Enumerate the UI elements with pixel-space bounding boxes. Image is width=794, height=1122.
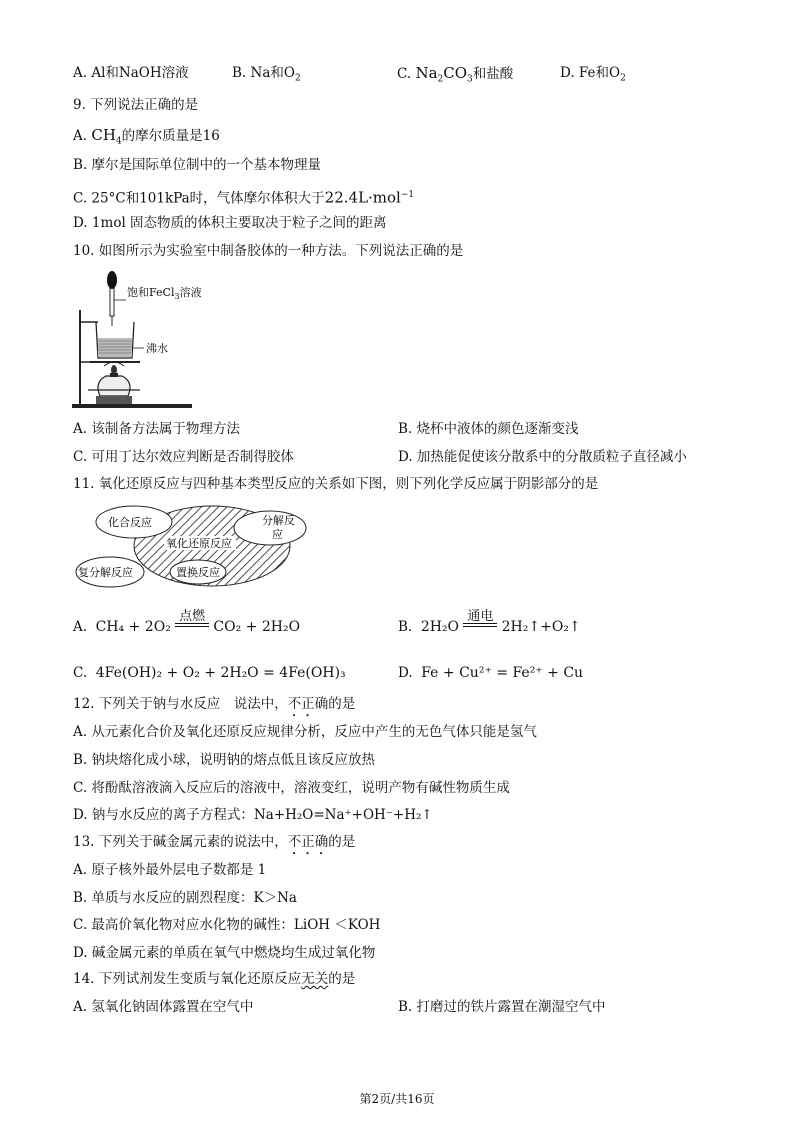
q8-option-c: C. $Na_2CO_3$和盐酸	[397, 64, 514, 85]
q10-option-a: A. 该制备方法属于物理方法	[73, 421, 240, 437]
q14-option-b: B. 打磨过的铁片露置在潮湿空气中	[398, 999, 606, 1015]
venn-double-displacement: 复分解反应	[78, 566, 133, 579]
page-footer: 第2页/共16页	[359, 1092, 435, 1106]
q12-option-c: C. 将酚酞溶液滴入反应后的溶液中，溶液变红，说明产物有碱性物质生成	[73, 780, 510, 796]
q13-option-c: C. 最高价氧化物对应水化物的碱性：LiOH ＜KOH	[73, 917, 381, 933]
q8-option-a: A. Al和NaOH溶液	[73, 65, 189, 81]
q10-stem: 10. 如图所示为实验室中制备胶体的一种方法。下列说法正确的是	[73, 243, 464, 259]
q11-option-a: A. CH₄ + 2O₂ 点燃 CO₂ + 2H₂O	[73, 609, 301, 635]
q9-option-d: D. 1mol 固态物质的体积主要取决于粒子之间的距离	[73, 215, 387, 231]
q10-option-b: B. 烧杯中液体的颜色逐渐变浅	[398, 421, 579, 437]
q12-option-d: D. 钠与水反应的离子方程式：Na+H₂O=Na⁺+OH⁻+H₂↑	[73, 807, 433, 823]
q10-option-c: C. 可用丁达尔效应判断是否制得胶体	[73, 449, 294, 465]
q14-stem: 14. 下列试剂发生变质与氧化还原反应无关的是	[73, 971, 356, 987]
q14-option-a: A. 氢氧化钠固体露置在空气中	[73, 999, 254, 1015]
q10-option-d: D. 加热能促使该分散系中的分散质粒子直径减小	[398, 449, 687, 465]
venn-displacement: 置换反应	[176, 566, 220, 579]
q8-option-d: D. Fe和$O_2$	[560, 65, 626, 84]
q9-option-b: B. 摩尔是国际单位制中的一个基本物理量	[73, 157, 322, 173]
q11-option-b: B. 2H₂O 通电 2H₂↑+O₂↑	[398, 609, 581, 635]
q11-option-c: C. 4Fe(OH)₂ + O₂ + 2H₂O = 4Fe(OH)₃	[73, 665, 346, 681]
q13-stem: 13. 下列关于碱金属元素的说法中，不正确的是	[73, 834, 356, 850]
venn-combination: 化合反应	[108, 516, 152, 529]
q12-option-a: A. 从元素化合价及氧化还原反应规律分析，反应中产生的无色气体只能是氢气	[73, 724, 537, 740]
boiling-water-label: 沸水	[146, 342, 168, 355]
q8-option-b: B. Na和$O_2$	[232, 65, 301, 84]
q12-stem: 12. 下列关于钠与水反应 说法中，不正确的是	[73, 696, 356, 712]
venn-decomposition-line2: 应	[272, 528, 283, 541]
q13-option-d: D. 碱金属元素的单质在氧气中燃烧均生成过氧化物	[73, 945, 376, 961]
venn-redox: 氧化还原反应	[166, 537, 232, 550]
fecl3-label: 饱和FeCl$_3$溶液	[127, 286, 202, 301]
q9-option-c: C. 25°C和101kPa时，气体摩尔体积大于22.4L·mol$^{-1}$	[73, 188, 415, 207]
q11-option-d: D. Fe + Cu²⁺ = Fe²⁺ + Cu	[398, 665, 584, 681]
q11-stem: 11. 氧化还原反应与四种基本类型反应的关系如下图，则下列化学反应属于阴影部分的是	[73, 476, 599, 492]
colloid-apparatus-figure	[70, 270, 270, 412]
q13-option-a: A. 原子核外最外层电子数都是 1	[73, 862, 267, 878]
redox-venn-diagram	[72, 500, 312, 592]
q13-option-b: B. 单质与水反应的剧烈程度：K＞Na	[73, 890, 297, 906]
q9-stem: 9. 下列说法正确的是	[73, 97, 199, 113]
q12-option-b: B. 钠块熔化成小球，说明钠的熔点低且该反应放热	[73, 752, 376, 768]
q9-option-a: A. $CH_4$的摩尔质量是16	[73, 126, 220, 147]
venn-decomposition-line1: 分解反	[262, 514, 295, 527]
